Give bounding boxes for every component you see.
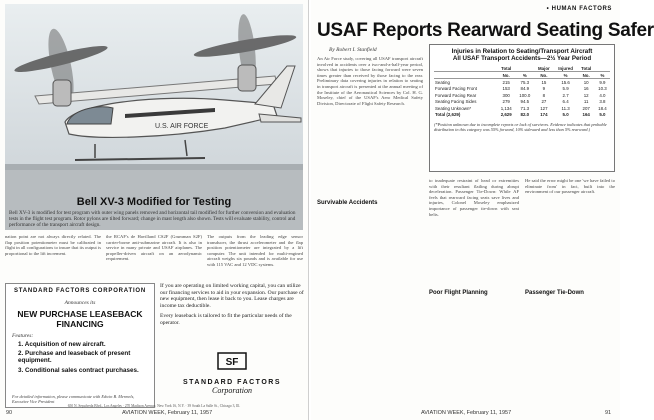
table-cell: 15.6	[561, 80, 570, 86]
injury-table-box	[429, 44, 615, 172]
table-cell: 9.9	[599, 80, 606, 86]
table-title: Injuries in Relation to Seating/Transport Aircraft	[451, 48, 593, 55]
article-intro: An Air Force study, covering all USAF transport aircraft involved in accidents over a two-and-a-half-year period, shows that injuries to those facing forward were seven times greater than received by those facing to the rear. Preliminary data covering injuries in relation to seating in transport aircraft is presented at the annual meeting of the Institute of the Aeronautical Sciences by Col. H. G. Moseley, chief of the USAF's Aero Medical Safety Division, Directorate of Flight Safety Research.	[317, 56, 423, 106]
table-row-label: Forward Facing Rear	[435, 92, 477, 98]
table-cell: 8	[542, 92, 546, 98]
ad-company-name: STANDARD FACTORS CORPORATION	[13, 288, 147, 294]
table-cell: 153	[502, 86, 510, 92]
ad-body-paragraph: Every leaseback is tailored to fit the particular needs of the operator.	[160, 313, 292, 326]
ad-feature-item: 1. Acquisition of new aircraft.	[18, 341, 106, 348]
table-group-header-row	[434, 65, 610, 72]
ad-footer: For detailed information, please communicate with Edwin B. Mermels, Executive Vice President	[12, 394, 135, 404]
table-group-header: Total	[577, 65, 594, 72]
table-header	[434, 72, 497, 79]
table-cell: 71.3	[520, 105, 530, 111]
ad-headline: NEW PURCHASE LEASEBACK FINANCING	[17, 309, 143, 329]
table-row	[434, 92, 610, 98]
table-cell: 5.9	[562, 86, 569, 92]
page-number-left: 90	[6, 410, 13, 416]
table-body	[434, 79, 610, 118]
table-row-label: Forward Facing Front	[435, 86, 477, 92]
ad-body-copy	[160, 283, 304, 351]
table-cell: 215	[502, 80, 510, 86]
table-row	[434, 111, 610, 117]
table-header: %	[515, 72, 534, 79]
company-logo-icon	[217, 352, 247, 370]
table-cell: 84.9	[520, 86, 530, 92]
table-cell: 100.0	[519, 92, 531, 98]
right-page	[311, 0, 654, 420]
table-cell: 207	[582, 105, 590, 111]
folio-left: AVIATION WEEK, February 11, 1957	[122, 410, 213, 416]
ad-logo-sub: Corporation	[211, 386, 252, 395]
table-subtitle: All USAF Transport Accidents—2½ Year Period	[452, 55, 592, 62]
table-cell: 10	[583, 80, 589, 86]
table-group-header: Major	[534, 65, 554, 72]
subhead-tie-down: Passenger Tie-Down	[525, 290, 584, 296]
table-header: %	[595, 72, 610, 79]
ad-body-paragraph: If you are operating on limited working capital, you can utilize our financing services to aid in your expansion. Our purchase of new equipment, then lease it back to you. Lease charges are income tax deductible.	[160, 283, 304, 309]
aircraft-photo	[5, 4, 303, 230]
table-header-row	[434, 72, 610, 79]
table-row-label: Seating Unknown*	[435, 105, 472, 111]
table-cell: 3.8	[599, 99, 606, 105]
table-group-header: Total	[497, 65, 516, 72]
subhead-survivable: Survivable Accidents	[317, 200, 378, 206]
article-column-3: The outputs from the leading edge sensor transducer, the thrust accelerometer and the flap position potentiometer are integrated by a lift computer. The unit intended for multi-engined aircraft weighs six pounds and is available for use with 115 VAC and 12 VDC systems.	[207, 234, 303, 267]
ad-feature-item: 2. Purchase and leaseback of present equipment.	[18, 350, 131, 365]
table-cell: 5.0	[599, 111, 606, 117]
section-tag: • HUMAN FACTORS	[546, 6, 612, 12]
table-cell: 94.5	[520, 99, 530, 105]
table-cell: 4.0	[599, 92, 606, 98]
table-cell: 16	[583, 86, 589, 92]
table-cell: 12	[583, 92, 589, 98]
table-cell: 18.4	[598, 105, 607, 111]
table-cell: 10.3	[598, 86, 607, 92]
table-cell: 2.7	[562, 92, 569, 98]
article-headline: USAF Reports Rearward Seating Safer	[317, 20, 654, 41]
leaseback-advertisement	[5, 283, 155, 408]
byline: By Robert I. Stanfield	[329, 47, 377, 53]
table-header: No.	[497, 72, 516, 79]
svg-text:U.S. AIR FORCE: U.S. AIR FORCE	[155, 123, 209, 130]
ad-logo	[160, 352, 304, 408]
photo-caption-title: Bell XV-3 Modified for Testing	[76, 196, 232, 208]
table-cell: 82.0	[520, 111, 530, 117]
article-column-2: the RCAF's de Havilland CS2F (Grumman S2F) carrier-borne anti-submarine aircraft. It is also in service in many private and USAF airplanes. The propeller-driven aircraft on an aerodynamic requirement.	[106, 234, 202, 262]
table-cell: 9	[542, 86, 546, 92]
table-header: %	[554, 72, 578, 79]
table-row-label: Seating	[435, 80, 450, 86]
ad-feature-item: 3. Conditional sales contract purchases.	[18, 366, 139, 374]
table-cell: 1,134	[500, 105, 512, 111]
table-cell: 164	[582, 111, 590, 117]
ad-features-label: Features:	[12, 333, 34, 339]
table-row-label: Total (2,629)	[435, 111, 461, 117]
table-group-header: Injured	[554, 65, 578, 72]
svg-text:SF: SF	[225, 357, 239, 368]
subhead-poor-flight: Poor Flight Planning	[429, 290, 488, 296]
table-row	[434, 79, 610, 86]
table-cell: 75.3	[520, 80, 530, 86]
table-cell: 279	[502, 99, 510, 105]
table-cell: 15	[541, 80, 547, 86]
page-number-right: 91	[605, 410, 612, 416]
table-cell: 11.3	[561, 105, 570, 111]
table-cell: 174	[540, 111, 548, 117]
table-cell: 6.4	[562, 99, 569, 105]
article-column-1: nation point are not always directly related. The flap position potentiometer must be calibrated in flight in all configurations to insure that its output is proportional to the lift increment.	[5, 234, 101, 256]
article-column-right: He said the error might be one 'we have failed to eliminate from' in fact, built into the environment of our passenger aircraft.	[525, 178, 615, 195]
ad-logo-name: STANDARD FACTORS	[182, 379, 282, 386]
table-row	[434, 86, 610, 92]
table-cell: 5.0	[562, 111, 569, 117]
table-row	[434, 99, 610, 105]
table-cell: 11	[583, 99, 589, 105]
folio-right: AVIATION WEEK, February 11, 1957	[421, 410, 512, 416]
table-header: No.	[577, 72, 594, 79]
table-cell: 127	[540, 105, 548, 111]
ad-address: 650 N. Sepulveda Blvd., Los Angeles · 270 Madison Avenue, New York 16, N.Y. · 39 South La Salle St., Chicago 3, Ill.	[67, 404, 241, 408]
table-note: (*Position unknown due to incomplete reports or lack of survivors. Evidence indicates that probable distribution in this category was 55% forward, 10% sideward and less than 5% rearward.)	[434, 121, 607, 132]
ad-announces: Announces its	[64, 300, 96, 306]
photo-caption-body: Bell XV-3 is modified for test program with outer wing panels removed and horizontal tail modified for further conversion and evaluation tests in the flight test program. Rotor pylons are tilted forward; change in mast length also shown. Tests will evaluate stability, control and performance of the transport aircraft design.	[9, 210, 296, 228]
table-row-label: Seating Facing Sides	[435, 99, 477, 105]
table-header: No.	[534, 72, 554, 79]
table-cell: 27	[541, 99, 547, 105]
table-cell: 300	[502, 92, 510, 98]
table-row	[434, 105, 610, 111]
article-column-middle: to inadequate restraint of head or extremities with their resultant flailing during abrupt deceleration. Passenger Tie-Down: While AF feels that rearward facing seats save lives and injuries, Colonel Moseley emphasized importance of passenger tie-down with seat belts.	[429, 178, 519, 217]
table-cell: 2,629	[500, 111, 512, 117]
left-page	[0, 0, 309, 420]
injury-table	[434, 65, 610, 118]
